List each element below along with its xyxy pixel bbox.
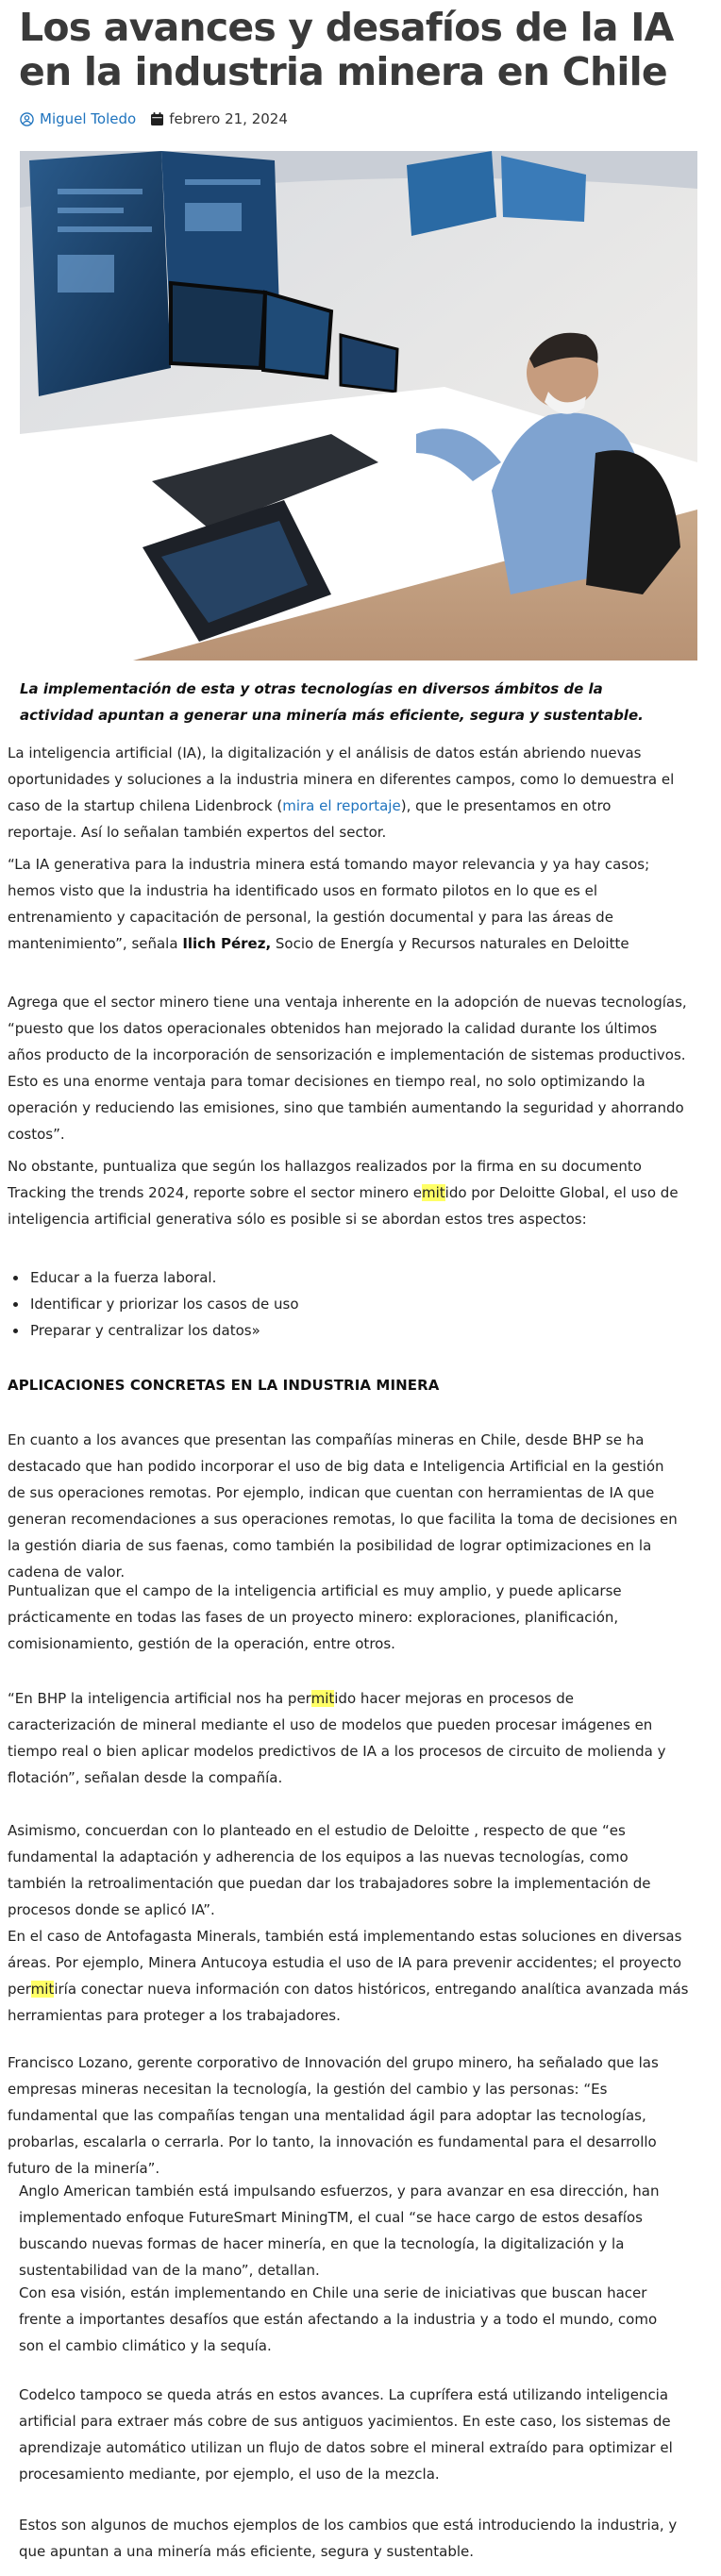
paragraph-text: ), que le presentamos en otro reportaje. Así lo señalan también expertos del sector. — [8, 797, 612, 841]
paragraph-closing: Estos son algunos de muchos ejemplos de los cambios que está introduciendo la industria, y que apuntan a una minería más eficiente, segura y sustentable. — [19, 2517, 678, 2560]
paragraph-intro — [8, 740, 679, 845]
paragraph-text: ido por Deloitte Global, el uso de inteligencia artificial generativa sólo es posible si se abordan estos tres aspectos: — [8, 1184, 679, 1228]
control-room-illustration — [20, 151, 697, 661]
paragraph-text: En el caso de Antofagasta Minerals, también está implementando estas soluciones en diversas áreas. Por ejemplo, Minera Antucoya estudia el uso de IA para prevenir accidentes; el proyecto per — [8, 1928, 682, 1998]
date-text: febrero 21, 2024 — [169, 110, 288, 127]
image-caption: La implementación de esta y otras tecnologías en diversos ámbitos de la actividad apuntan a generar una minería más eficiente, segura y sustentable. — [20, 680, 644, 724]
paragraph-ai-field: Puntualizan que el campo de la inteligencia artificial es muy amplio, y puede aplicarse prácticamente en todas las fases de un proyecto minero: exploraciones, planificación, comisionamiento, gestión de la operación, entre otros. — [8, 1582, 622, 1652]
author-link[interactable] — [20, 110, 136, 127]
paragraph-vision: Con esa visión, están implementando en Chile una serie de iniciativas que buscan hacer frente a importantes desafíos que están afectando a la industria y a todo el mundo, como son el cambio climático y la sequía. — [19, 2284, 658, 2354]
paragraph-codelco: Codelco tampoco se queda atrás en estos avances. La cuprífera está utilizando inteligencia artificial para extraer más cobre de sus antiguos yacimientos. En este caso, los sistemas de aprendizaje automático utilizan un flujo de datos sobre el mineral extraído para optimizar el procesamiento mediante, por ejemplo, el uso de la mezcla. — [19, 2386, 673, 2483]
quote-text: “La IA generativa para la industria minera está tomando mayor relevancia y ya hay casos; hemos visto que la industria ha identificado usos en formato pilotos en lo que es el entrenamiento y capacitación de personal, la gestión documental y para las áreas de mantenimiento”, señala — [8, 856, 650, 952]
paragraph-anglo-american: Anglo American también está impulsando esfuerzos, y para avanzar en esa dirección, han implementado enfoque FutureSmart MiningTM, el cual “se hace cargo de estos desafíos buscando nuevas formas de hacer minería, en que la tecnología, la digitalización y la sustentabilidad van de la mano”, detallan. — [19, 2183, 660, 2279]
article-featured-image — [20, 151, 697, 661]
highlighted-text: mit — [310, 1690, 335, 1707]
list-item: • Preparar y centralizar los datos» — [28, 1317, 299, 1344]
paragraph-bhp-quote — [8, 1685, 683, 1791]
quote-text: “En BHP la inteligencia artificial nos ha per — [8, 1690, 311, 1707]
speaker-name: Ilich Pérez, — [182, 935, 272, 952]
paragraph-text: La inteligencia artificial (IA), la digitalización y el análisis de datos están abriendo nuevas oportunidades y soluciones a la industria minera en diferentes campos, como lo demuestra el caso de la startup chilena Lidenbrock ( — [8, 744, 675, 814]
speaker-role: Socio de Energía y Recursos naturales en Deloitte — [271, 935, 629, 952]
post-date — [151, 110, 288, 127]
paragraph-deloitte-quote — [8, 851, 683, 957]
paragraph-text: No obstante, puntualiza que según los hallazgos realizados por la firma en su documento Tracking the trends 2024, reporte sobre el sector minero e — [8, 1158, 642, 1201]
author-name: Miguel Toledo — [40, 110, 137, 127]
section-heading: APLICACIONES CONCRETAS EN LA INDUSTRIA MINERA — [8, 1377, 440, 1394]
list-item: • Educar a la fuerza laboral. — [28, 1264, 299, 1291]
highlighted-text: mit — [422, 1184, 445, 1201]
report-link[interactable]: mira el reportaje — [282, 797, 401, 814]
paragraph-advantage: Agrega que el sector minero tiene una ventaja inherente en la adopción de nuevas tecnologías, “puesto que los datos operacionales obtenidos han mejorado la calidad durante los últimos años producto de la incorporación de sensorización e implementación de sistemas productivos. Esto es una enorme ventaja para tomar decisiones en tiempo real, no solo optimizando la operación y reduciendo las emisiones, sino que también aumentando la seguridad y ahorrando costos”. — [8, 994, 687, 1143]
article-title: Los avances y desafíos de la IA en la industria minera en Chile — [19, 5, 674, 94]
paragraph-lozano: Francisco Lozano, gerente corporativo de Innovación del grupo minero, ha señalado que las empresas mineras necesitan la tecnología, la gestión del cambio y las personas: “Es fundamental que las compañías tengan una mentalidad ágil para adoptar las tecnologías, probarlas, escalarla o cerrarla. Por lo tanto, la innovación es fundamental para el desarrollo futuro de la minería”. — [8, 2054, 659, 2177]
calendar-icon — [151, 112, 163, 125]
paragraph-bhp: En cuanto a los avances que presentan las compañías mineras en Chile, desde BHP se ha destacado que han podido incorporar el uso de big data e Inteligencia Artificial en la gestión de sus operaciones remotas. Por ejemplo, indican que cuentan con herramientas de IA que generan recomendaciones a sus operaciones remotas, lo que facilita la toma de decisiones en la gestión diaria de sus faenas, como también la posibilidad de lograr optimizaciones en la cadena de valor. — [8, 1431, 678, 1581]
paragraph-adaptation: Asimismo, concuerdan con lo planteado en el estudio de Deloitte , respecto de que “es fundamental la adaptación y adherencia de los equipos a las nuevas tecnologías, como también la retroalimentación que puedan dar los trabajadores sobre la implementación de procesos donde se aplicó IA”. — [8, 1822, 651, 1918]
quote-text: ido hacer mejoras en procesos de caracterización de mineral mediante el uso de modelos que pueden procesar imágenes en tiempo real o bien aplicar modelos predictivos de IA a los procesos de circuito de molienda y flotación”, señalan desde la compañía. — [8, 1690, 666, 1786]
user-circle-icon — [20, 112, 34, 126]
post-meta — [20, 109, 288, 128]
highlighted-text: mit — [30, 1981, 55, 1998]
paragraph-tracking-trends — [8, 1153, 679, 1232]
paragraph-text: iría conectar nueva información con datos históricos, entregando analítica avanzada más herramientas para proteger a los trabajadores. — [8, 1981, 689, 2024]
aspects-list — [8, 1264, 299, 1344]
list-item: • Identificar y priorizar los casos de uso — [28, 1291, 299, 1317]
paragraph-antofagasta — [8, 1923, 689, 2029]
